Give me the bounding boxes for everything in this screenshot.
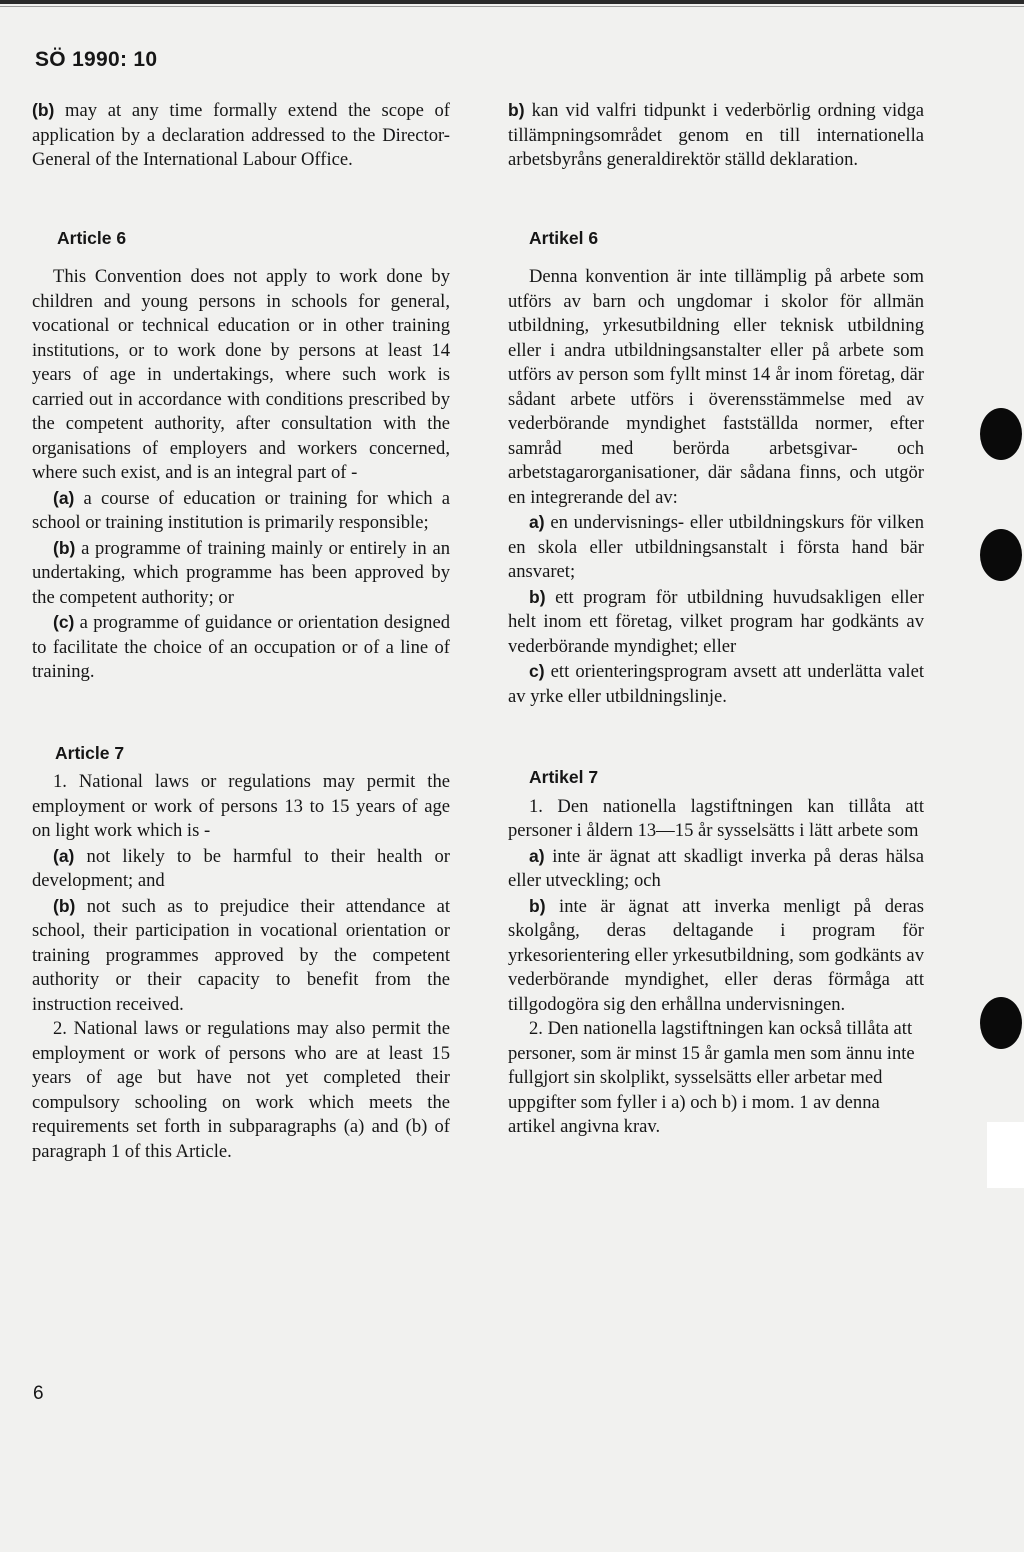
item-label: (b) xyxy=(32,100,55,120)
item-label: b) xyxy=(529,895,546,916)
item-label: b) xyxy=(529,586,546,607)
artikel-6-item-a xyxy=(508,510,924,585)
item-label: (b) xyxy=(53,895,76,916)
page-header: SÖ 1990: 10 xyxy=(35,48,158,71)
artikel-6-item-b xyxy=(508,585,924,660)
item-label: b) xyxy=(508,100,525,120)
item-text: ett program för utbildning huvudsakligen eller helt inom ett företag, vilket program har godkänts av vederbörande myndighet; eller xyxy=(508,586,924,657)
article-6-item-a xyxy=(32,486,450,536)
intro-paragraph xyxy=(508,98,924,173)
english-column xyxy=(32,98,450,1164)
page-number: 6 xyxy=(33,1383,44,1404)
artikel-7-paragraph-2: 2. Den nationella lagstiftningen kan också tillåta att personer, som är minst 15 år gamla men som ännu inte fullgjort sin skolplikt, sysselsätts eller arbetar med uppgifter som fyller i a) och b) i mom. 1 av denna artikel angivna krav. xyxy=(508,1018,915,1137)
item-label: (c) xyxy=(53,612,75,632)
item-text: ett orienteringsprogram avsett att underlätta valet av yrke eller utbildningslinje. xyxy=(508,661,924,707)
article-7-heading: Article 7 xyxy=(55,742,125,763)
scan-top-border xyxy=(0,0,1024,4)
item-text: not such as to prejudice their attendance at school, their participation in vocational orientation or training programmes approved by the competent authority or their capacity to benefit from the instruction received. xyxy=(32,895,450,1015)
item-label: (a) xyxy=(53,487,75,508)
artikel-7-heading: Artikel 7 xyxy=(529,767,599,787)
artikel-7-item-b xyxy=(508,894,924,1018)
scan-top-border-thin xyxy=(0,6,1024,7)
article-7-paragraph-1: 1. National laws or regulations may permit the employment or work of persons 13 to 15 years of age on light work which is - xyxy=(32,771,450,841)
article-6-item-b xyxy=(32,536,450,611)
item-text: may at any time formally extend the scope of application by a declaration addressed to the Director-General of the International Labour Office. xyxy=(32,100,450,170)
article-7-item-a xyxy=(32,844,450,894)
item-text: en undervisnings- eller utbildningskurs för vilken en skola eller utbildningsanstalt i första hand bär ansvaret; xyxy=(508,512,924,582)
item-label: c) xyxy=(529,661,545,681)
item-text: not likely to be harmful to their health or development; and xyxy=(32,845,450,891)
item-text: a programme of guidance or orientation designed to facilitate the choice of an occupation or of a line of training. xyxy=(32,612,450,682)
item-text: a programme of training mainly or entirely in an undertaking, which programme has been approved by the competent authority; or xyxy=(32,537,450,608)
article-6-text: This Convention does not apply to work done by children and young persons in schools for general, vocational or technical education or in other training institutions, or to work done by persons at least 14 years of age in undertakings, where such work is carried out in accordance with conditions prescribed by the competent authority, after consultation with the organisations of employers and workers concerned, where such exist, and is an integral part of - xyxy=(32,266,450,483)
artikel-6-text: Denna konvention är inte tillämplig på arbete som utförs av barn och ungdomar i skolor för allmän utbildning, yrkesutbildning eller teknisk utbildning eller i andra utbildningsanstalter eller på arbete som utförs av person som fyllt minst 14 år inom företag, där sådant arbete utförs i överensstämmelse med av vederbörande myndighet fastställda normer, efter samråd med berörda arbetsgivar- och arbetstagarorganisationer, där sådana finns, och utgör en integrerande del av: xyxy=(508,266,924,508)
item-label: a) xyxy=(529,845,545,866)
item-text: inte är ägnat att inverka menligt på deras skolgång, deras deltagande i program för yrkesorientering eller yrkesutbildning, som godkänts av vederbörande myndighet, eller deras förmåga att tillgodogöra sig den erhållna undervisningen. xyxy=(508,895,924,1015)
intro-paragraph xyxy=(32,98,450,173)
article-7-item-b xyxy=(32,894,450,1018)
artikel-6-item-c xyxy=(508,659,924,709)
margin-punch-mark xyxy=(980,529,1022,581)
margin-tab-mark xyxy=(987,1122,1024,1188)
article-6-heading: Article 6 xyxy=(57,227,127,248)
artikel-6-heading: Artikel 6 xyxy=(529,227,599,248)
artikel-7-item-a xyxy=(508,844,924,894)
item-text: inte är ägnat att skadligt inverka på deras hälsa eller utveckling; och xyxy=(508,845,925,891)
swedish-column xyxy=(508,98,924,1140)
margin-punch-mark xyxy=(980,997,1022,1049)
item-text: kan vid valfri tidpunkt i vederbörlig ordning vidga tillämpningsområdet genom en till internationella arbetsbyråns generaldirektör ställd deklaration. xyxy=(508,100,924,170)
item-label: a) xyxy=(529,512,545,532)
item-label: (a) xyxy=(53,845,75,866)
margin-punch-mark xyxy=(980,408,1022,460)
item-label: (b) xyxy=(53,537,76,558)
artikel-7-paragraph-1: 1. Den nationella lagstiftningen kan tillåta att personer i åldern 13—15 år sysselsätts i lätt arbete som xyxy=(508,795,924,841)
article-6-item-c xyxy=(32,610,450,685)
item-text: a course of education or training for which a school or training institution is primarily responsible; xyxy=(32,487,450,533)
article-7-paragraph-2: 2. National laws or regulations may also permit the employment or work of persons who are at least 15 years of age but have not yet completed their compulsory schooling on work which meets the requirements set forth in subparagraphs (a) and (b) of paragraph 1 of this Article. xyxy=(32,1018,450,1162)
